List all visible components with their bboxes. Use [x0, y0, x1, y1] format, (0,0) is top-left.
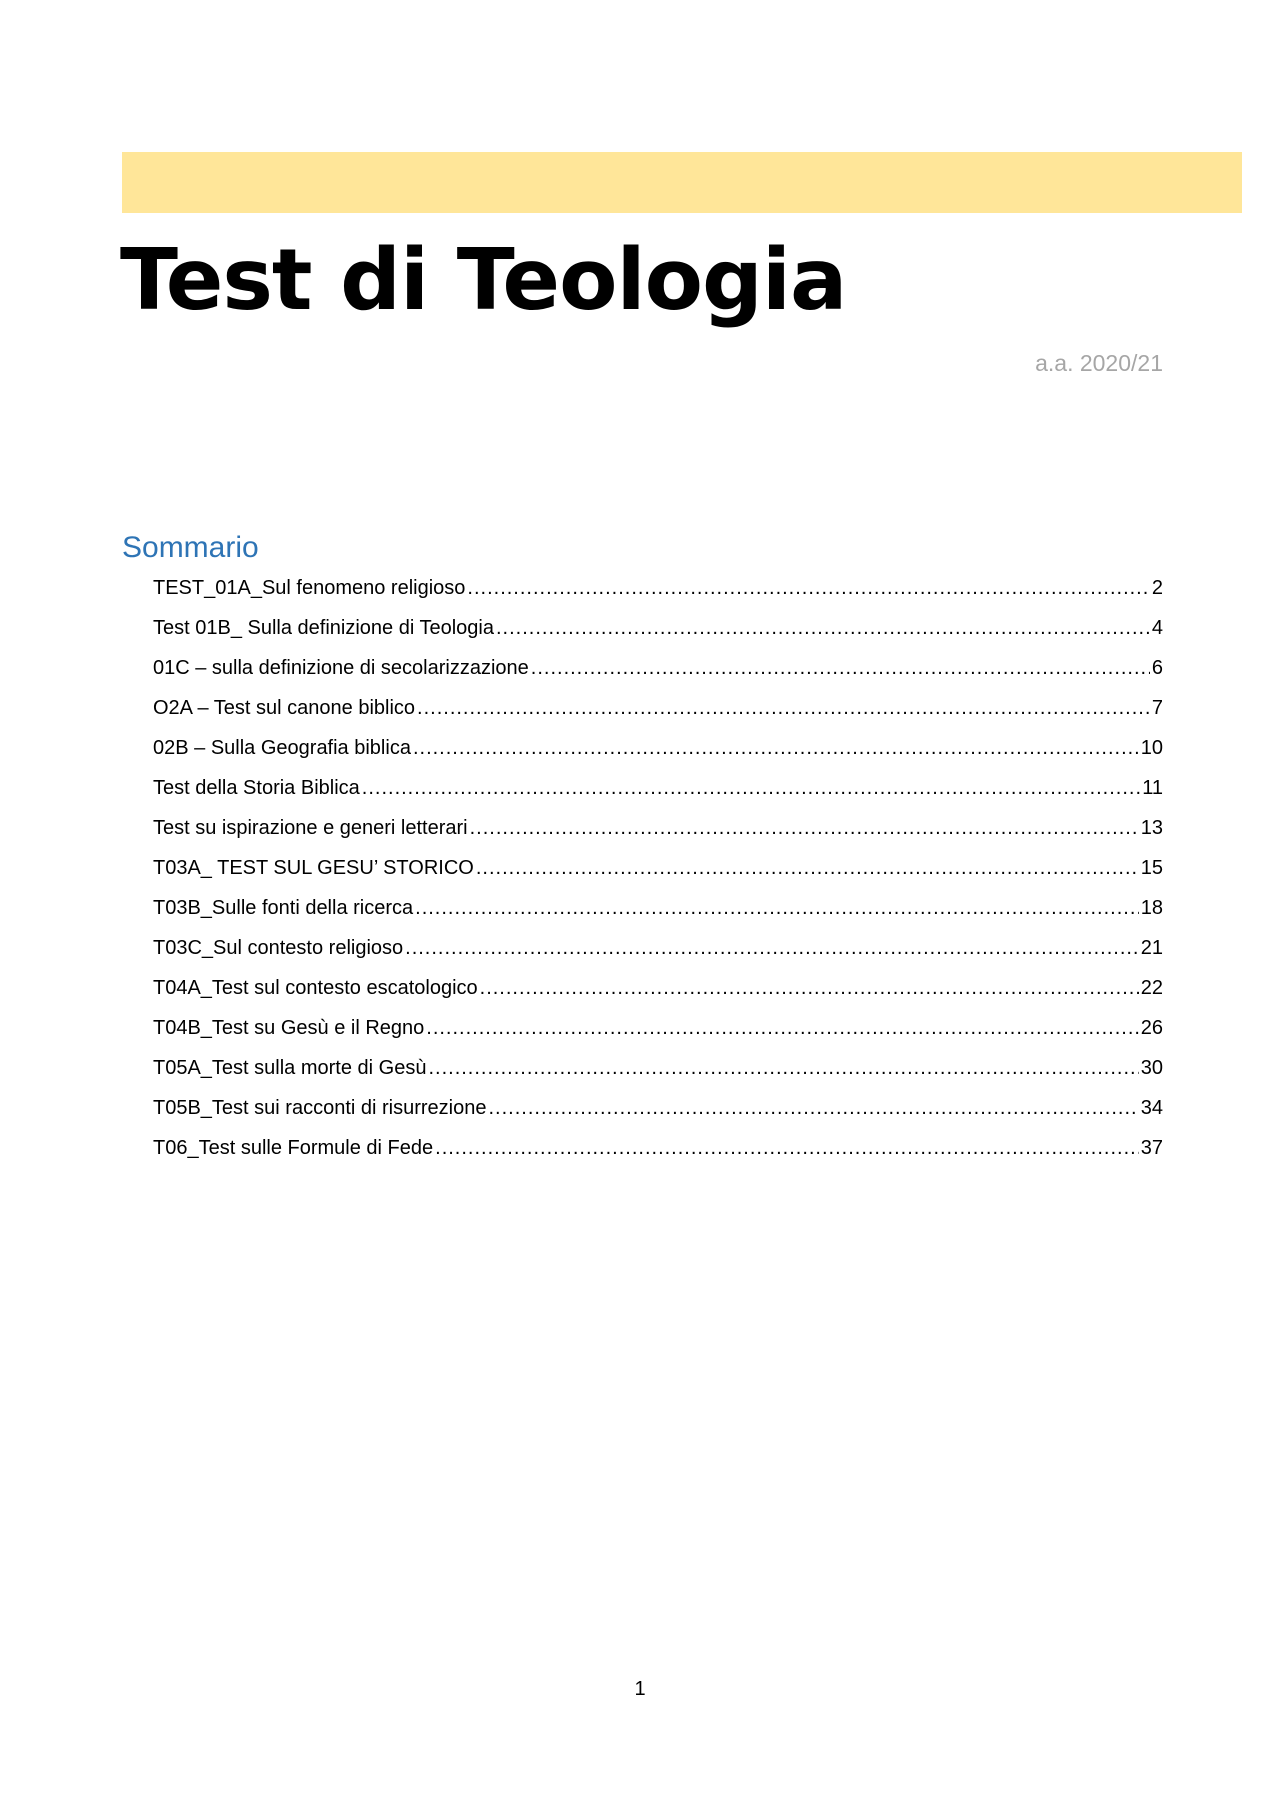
- toc-entry-page: 7: [1151, 697, 1163, 719]
- toc-entry[interactable]: [153, 688, 1163, 728]
- toc-entry-label: T06_Test sulle Formule di Fede: [153, 1137, 434, 1159]
- title-accent-bar: [122, 152, 1242, 213]
- toc-entry-page: 4: [1151, 617, 1163, 639]
- toc-dot-leader: [476, 848, 1139, 888]
- toc-dot-leader: [531, 648, 1150, 688]
- toc-entry-label: T03C_Sul contesto religioso: [153, 937, 404, 959]
- toc-entry-page: 37: [1140, 1137, 1163, 1159]
- toc-entry[interactable]: [153, 888, 1163, 928]
- toc-entry-page: 22: [1140, 977, 1163, 999]
- toc-entry-label: T03B_Sulle fonti della ricerca: [153, 897, 414, 919]
- toc-entry[interactable]: [153, 608, 1163, 648]
- toc-dot-leader: [480, 968, 1139, 1008]
- toc-entry-label: T04A_Test sul contesto escatologico: [153, 977, 478, 999]
- toc-entry-label: T04B_Test su Gesù e il Regno: [153, 1017, 425, 1039]
- toc-entry-page: 30: [1140, 1057, 1163, 1079]
- document-title: Test di Teologia: [120, 231, 847, 330]
- toc-entry-page: 13: [1140, 817, 1163, 839]
- toc-entry[interactable]: [153, 1128, 1163, 1168]
- toc-entry[interactable]: [153, 1048, 1163, 1088]
- table-of-contents: [153, 568, 1163, 1168]
- toc-entry-page: 6: [1151, 657, 1163, 679]
- toc-entry-page: 10: [1140, 737, 1163, 759]
- toc-dot-leader: [413, 728, 1139, 768]
- toc-entry-label: 01C – sulla definizione di secolarizzazione: [153, 657, 529, 679]
- toc-entry-page: 18: [1140, 897, 1163, 919]
- toc-entry[interactable]: [153, 1088, 1163, 1128]
- toc-entry-label: O2A – Test sul canone biblico: [153, 697, 416, 719]
- toc-entry-label: Test della Storia Biblica: [153, 777, 360, 799]
- toc-dot-leader: [488, 1088, 1138, 1128]
- toc-dot-leader: [470, 808, 1139, 848]
- toc-heading: Sommario: [122, 531, 259, 564]
- toc-entry[interactable]: [153, 808, 1163, 848]
- toc-entry-label: Test 01B_ Sulla definizione di Teologia: [153, 617, 494, 639]
- toc-entry-page: 11: [1142, 777, 1163, 799]
- toc-entry-label: 02B – Sulla Geografia biblica: [153, 737, 411, 759]
- toc-dot-leader: [496, 608, 1150, 648]
- toc-entry[interactable]: [153, 768, 1163, 808]
- toc-entry-label: Test su ispirazione e generi letterari: [153, 817, 468, 839]
- toc-entry-page: 21: [1140, 937, 1163, 959]
- toc-entry[interactable]: [153, 928, 1163, 968]
- toc-entry[interactable]: [153, 968, 1163, 1008]
- toc-dot-leader: [467, 568, 1149, 608]
- toc-entry-page: 2: [1151, 577, 1163, 599]
- toc-entry[interactable]: [153, 728, 1163, 768]
- toc-dot-leader: [415, 888, 1139, 928]
- toc-entry-label: TEST_01A_Sul fenomeno religioso: [153, 577, 466, 599]
- toc-entry[interactable]: [153, 568, 1163, 608]
- toc-entry[interactable]: [153, 1008, 1163, 1048]
- toc-entry[interactable]: [153, 848, 1163, 888]
- toc-entry-page: 34: [1140, 1097, 1163, 1119]
- toc-entry-label: T05A_Test sulla morte di Gesù: [153, 1057, 427, 1079]
- page-number: 1: [634, 1678, 646, 1700]
- toc-dot-leader: [405, 928, 1139, 968]
- toc-entry-page: 26: [1140, 1017, 1163, 1039]
- toc-dot-leader: [417, 688, 1150, 728]
- toc-dot-leader: [435, 1128, 1139, 1168]
- toc-entry[interactable]: [153, 648, 1163, 688]
- toc-dot-leader: [426, 1008, 1138, 1048]
- toc-entry-page: 15: [1140, 857, 1163, 879]
- toc-dot-leader: [428, 1048, 1138, 1088]
- academic-year: a.a. 2020/21: [1035, 350, 1163, 376]
- toc-entry-label: T05B_Test sui racconti di risurrezione: [153, 1097, 487, 1119]
- toc-entry-label: T03A_ TEST SUL GESU’ STORICO: [153, 857, 474, 879]
- toc-dot-leader: [362, 768, 1140, 808]
